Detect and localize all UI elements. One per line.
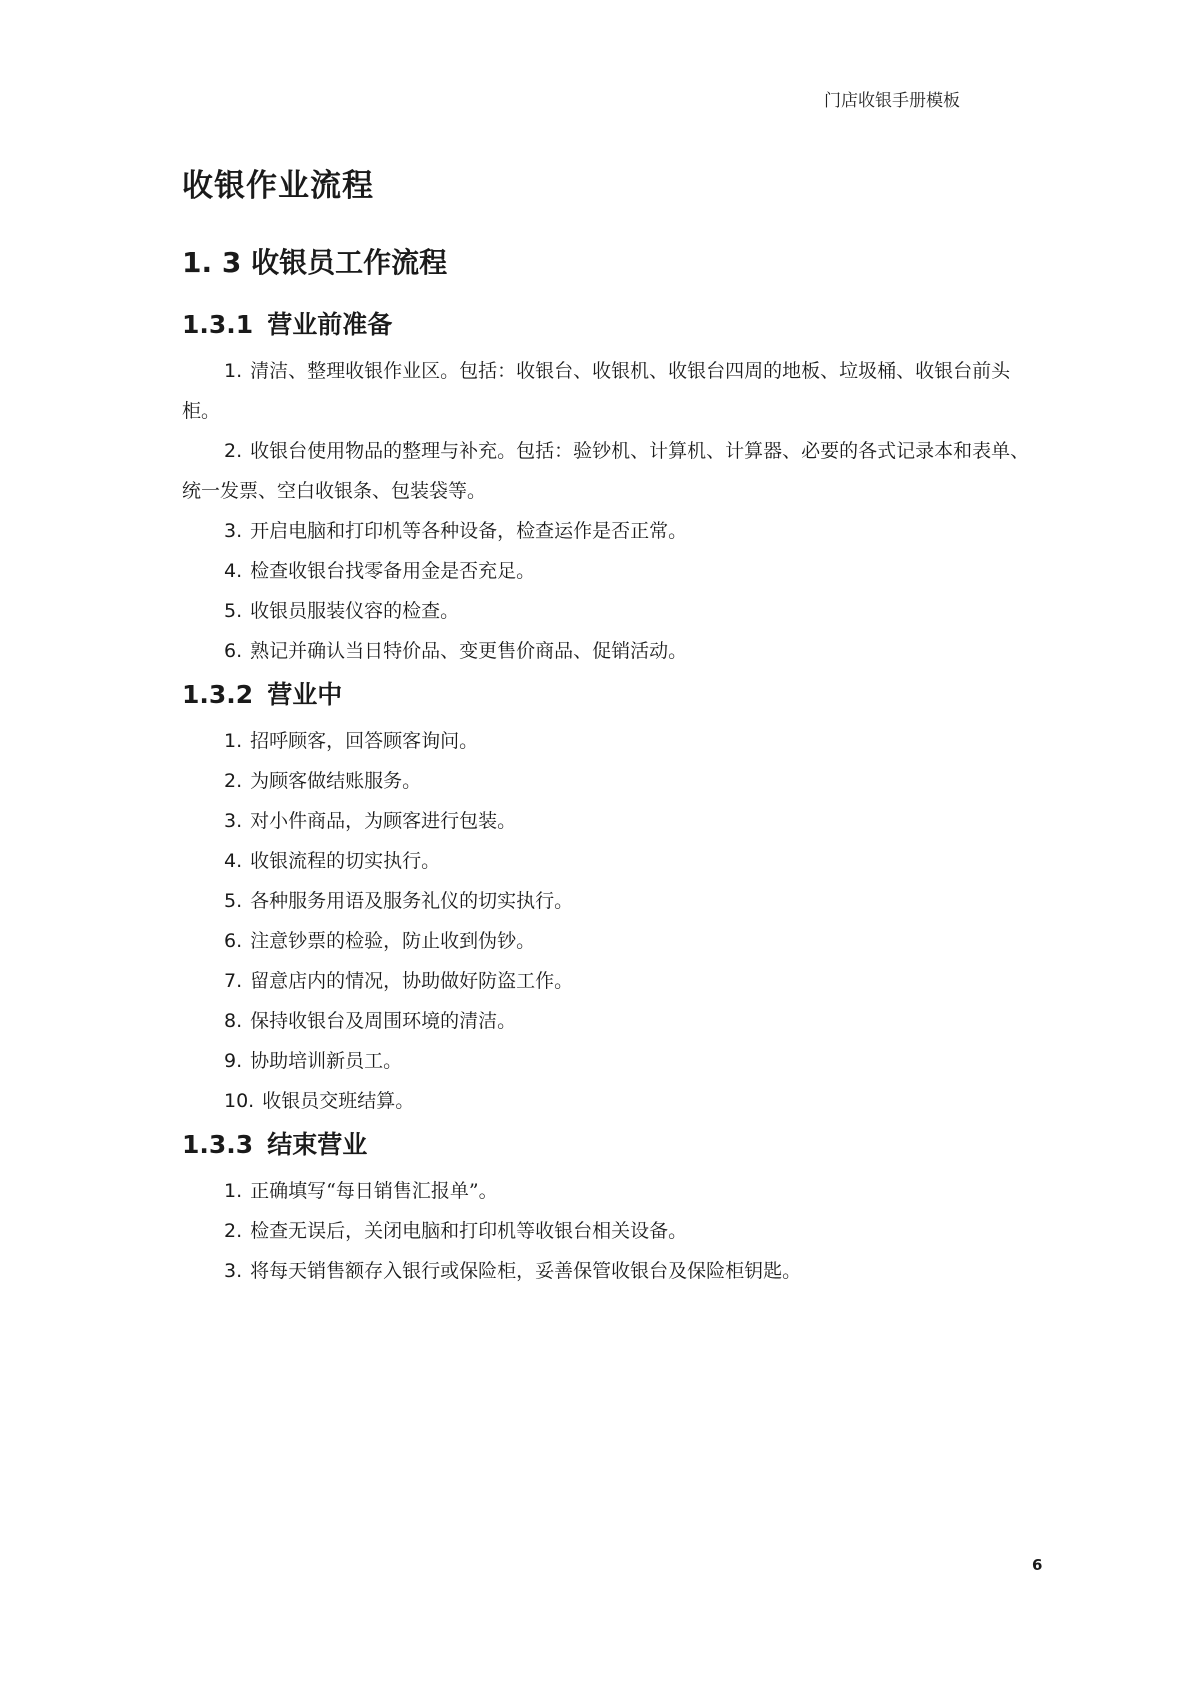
list-item	[182, 761, 1042, 801]
list-item-number: 4.	[224, 850, 243, 872]
list-item	[182, 551, 1042, 591]
list-item-number: 3.	[224, 810, 243, 832]
list-item-number: 1.	[224, 730, 243, 752]
subsection-title	[182, 1125, 1042, 1161]
subsection-title	[182, 675, 1042, 711]
list-item-text: 招呼顾客，回答顾客询问。	[250, 730, 479, 752]
list-item	[182, 591, 1042, 631]
list-item-number: 5.	[224, 890, 243, 912]
list-item-text: 对小件商品，为顾客进行包装。	[250, 810, 517, 832]
subsection-number: 1.3.1	[182, 310, 254, 339]
list-item-text: 保持收银台及周围环境的清洁。	[250, 1010, 517, 1032]
list-item	[182, 1041, 1042, 1081]
list-item-text: 检查无误后，关闭电脑和打印机等收银台相关设备。	[250, 1220, 688, 1242]
list-item-number: 2.	[224, 1220, 243, 1242]
list-item-text: 熟记并确认当日特价品、变更售价商品、促销活动。	[250, 640, 688, 662]
list-item-number: 5.	[224, 600, 243, 622]
list-item-text: 收银员服装仪容的检查。	[250, 600, 460, 622]
list-item-text: 注意钞票的检验，防止收到伪钞。	[250, 930, 536, 952]
list-item-text: 将每天销售额存入银行或保险柜，妥善保管收银台及保险柜钥匙。	[250, 1260, 802, 1282]
list-item	[182, 431, 1042, 511]
list-item	[182, 1211, 1042, 1251]
list-item	[182, 631, 1042, 671]
list-item-number: 4.	[224, 560, 243, 582]
list-item-number: 9.	[224, 1050, 243, 1072]
numbered-list	[182, 721, 1042, 1121]
list-item-text: 检查收银台找零备用金是否充足。	[250, 560, 536, 582]
list-item	[182, 721, 1042, 761]
list-item-text: 收银流程的切实执行。	[250, 850, 441, 872]
subsection-list	[182, 305, 1042, 1291]
list-item-number: 6.	[224, 640, 243, 662]
list-item-text: 为顾客做结账服务。	[250, 770, 422, 792]
section-title: 1. 3 收银员工作流程	[182, 246, 448, 279]
list-item-number: 6.	[224, 930, 243, 952]
numbered-list	[182, 1171, 1042, 1291]
list-item	[182, 921, 1042, 961]
subsection-number: 1.3.2	[182, 680, 254, 709]
subsection-heading-text: 结束营业	[267, 1130, 368, 1159]
list-item-number: 8.	[224, 1010, 243, 1032]
list-item	[182, 801, 1042, 841]
numbered-list	[182, 351, 1042, 671]
page-number: 6	[1032, 1556, 1043, 1574]
page-content	[182, 160, 1042, 1295]
chapter-title: 收银作业流程	[182, 168, 374, 204]
list-item	[182, 881, 1042, 921]
list-item	[182, 961, 1042, 1001]
running-header: 门店收银手册模板	[824, 91, 960, 111]
list-item	[182, 351, 1042, 431]
list-item-number: 1.	[224, 1180, 243, 1202]
list-item-text: 收银台使用物品的整理与补充。包括：验钞机、计算机、计算器、必要的各式记录本和表单、统一发票、空白收银条、包装袋等。	[182, 440, 1030, 502]
subsection-number: 1.3.3	[182, 1130, 254, 1159]
list-item-number: 3.	[224, 520, 243, 542]
subsection-title	[182, 305, 1042, 341]
subsection-heading-text: 营业中	[267, 680, 343, 709]
list-item-number: 1.	[224, 360, 243, 382]
list-item-number: 2.	[224, 770, 243, 792]
list-item	[182, 1171, 1042, 1211]
list-item-number: 3.	[224, 1260, 243, 1282]
list-item	[182, 841, 1042, 881]
list-item	[182, 1081, 1042, 1121]
list-item	[182, 1251, 1042, 1291]
list-item-text: 协助培训新员工。	[250, 1050, 403, 1072]
list-item-text: 正确填写“每日销售汇报单”。	[250, 1180, 498, 1202]
list-item-number: 10.	[224, 1090, 255, 1112]
list-item-text: 开启电脑和打印机等各种设备，检查运作是否正常。	[250, 520, 688, 542]
list-item	[182, 511, 1042, 551]
list-item-text: 各种服务用语及服务礼仪的切实执行。	[250, 890, 574, 912]
list-item-text: 留意店内的情况，协助做好防盗工作。	[250, 970, 574, 992]
list-item-text: 清洁、整理收银作业区。包括：收银台、收银机、收银台四周的地板、垃圾桶、收银台前头柜。	[182, 360, 1011, 422]
list-item	[182, 1001, 1042, 1041]
list-item-number: 7.	[224, 970, 243, 992]
list-item-number: 2.	[224, 440, 243, 462]
list-item-text: 收银员交班结算。	[262, 1090, 415, 1112]
subsection-heading-text: 营业前准备	[267, 310, 393, 339]
